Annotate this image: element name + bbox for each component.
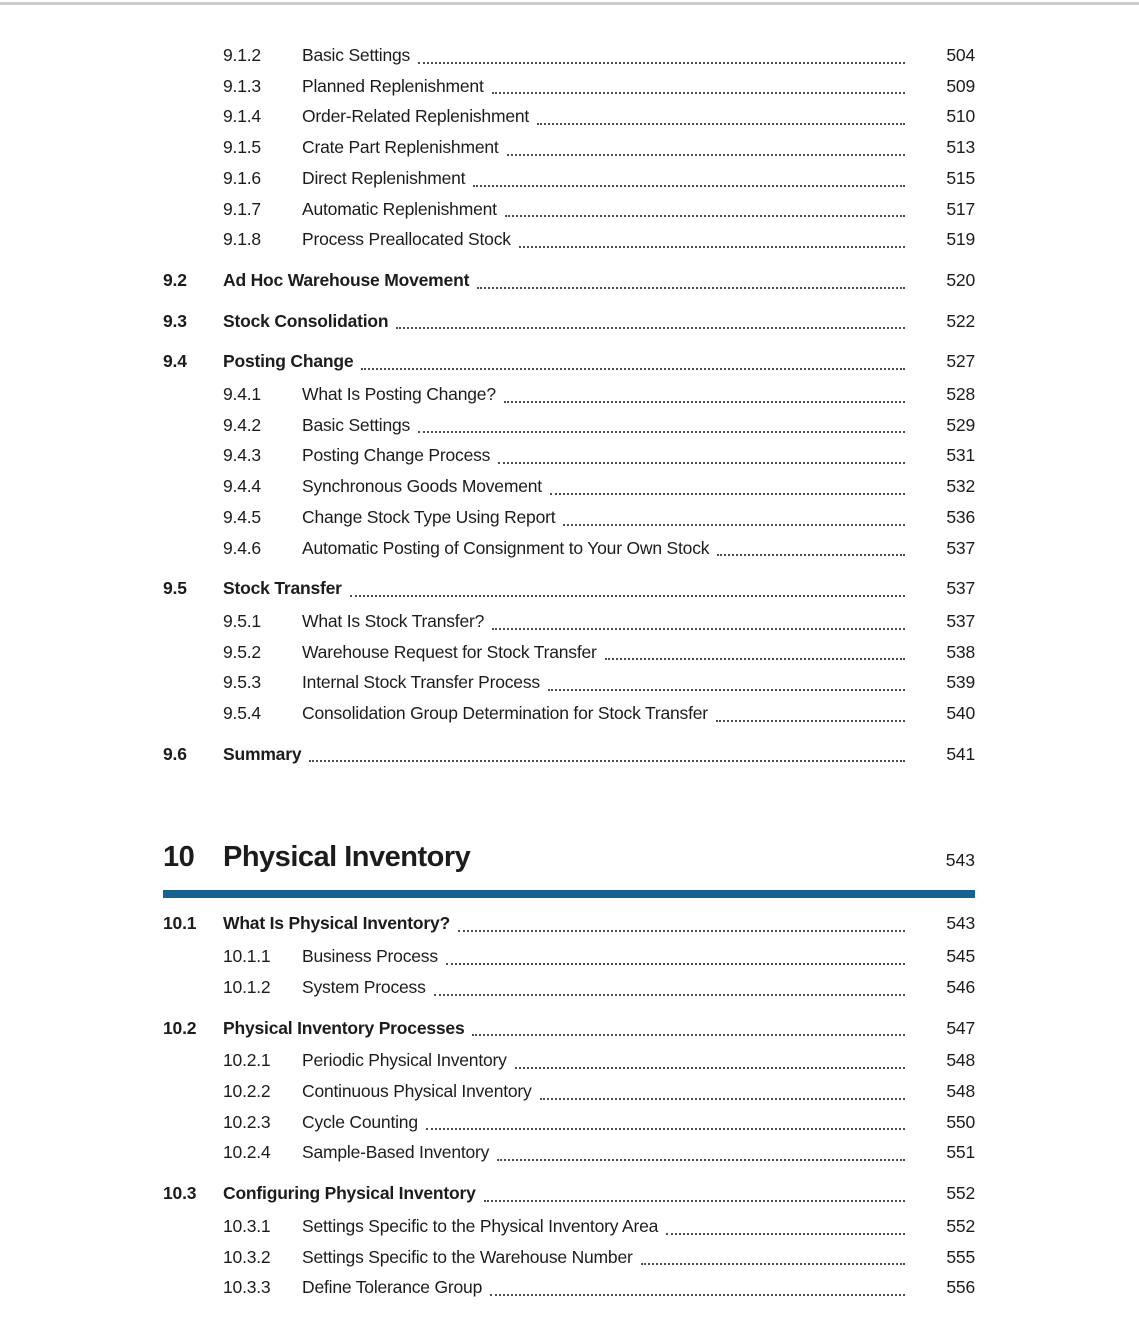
toc-entry-title: Posting Change Process — [302, 445, 491, 466]
toc-entry-title: What Is Physical Inventory? — [223, 913, 451, 934]
toc-entry-title: Summary — [223, 743, 302, 764]
chapter-heading — [163, 837, 975, 880]
dot-leader — [458, 930, 905, 932]
toc-entry — [163, 1137, 975, 1168]
toc-entry-number: 10.2.2 — [223, 1080, 271, 1101]
dot-leader — [446, 963, 905, 965]
toc-entry-page: 513 — [946, 137, 975, 158]
toc-entry-number: 10.2 — [163, 1017, 197, 1038]
toc-entry-number: 9.2 — [163, 269, 187, 290]
toc-entry-title: Automatic Posting of Consignment to Your Own Stock — [302, 537, 710, 558]
toc-entry — [163, 224, 975, 255]
dot-leader — [484, 1200, 905, 1202]
toc-entry-page: 537 — [946, 610, 975, 631]
toc-entry-page: 546 — [946, 976, 975, 997]
toc-entry-number: 10.1 — [163, 913, 197, 934]
toc-entry-title: Physical Inventory Processes — [223, 1017, 465, 1038]
dot-leader — [641, 1263, 905, 1265]
toc-entry-page: 528 — [946, 384, 975, 405]
toc-entry — [163, 1211, 975, 1242]
toc-entry-number: 9.4.5 — [223, 506, 261, 527]
toc-page — [163, 0, 975, 1303]
dot-leader — [504, 401, 905, 403]
dot-leader — [605, 658, 905, 660]
dot-leader — [519, 246, 905, 248]
toc-entry-title: Settings Specific to the Warehouse Number — [302, 1246, 633, 1267]
toc-entry — [163, 1178, 975, 1209]
toc-entry — [163, 533, 975, 564]
toc-entry — [163, 265, 975, 296]
toc-entry-number: 9.4.3 — [223, 445, 261, 466]
toc-entry — [163, 941, 975, 972]
toc-entry-page: 550 — [946, 1111, 975, 1132]
toc-entry-number: 9.4.2 — [223, 414, 261, 435]
toc-entry — [163, 1107, 975, 1138]
toc-entry-page: 532 — [946, 476, 975, 497]
dot-leader — [396, 327, 905, 329]
toc-entry — [163, 972, 975, 1003]
toc-entry-number: 9.1.2 — [223, 45, 261, 65]
dot-leader — [515, 1067, 905, 1069]
dot-leader — [550, 493, 905, 495]
toc-entry-page: 548 — [946, 1080, 975, 1101]
toc-entry-number: 10.3.1 — [223, 1215, 271, 1236]
toc-entry-number: 9.5.4 — [223, 703, 261, 724]
toc-entry-title: Settings Specific to the Physical Inventory Area — [302, 1215, 659, 1236]
toc-entry — [163, 163, 975, 194]
toc-entry-title: Process Preallocated Stock — [302, 229, 511, 250]
toc-entry — [163, 379, 975, 410]
toc-entry-page: 540 — [946, 703, 975, 724]
toc-entry-title: Posting Change — [223, 351, 354, 372]
toc-entry — [163, 606, 975, 637]
toc-entry-number: 10.2.4 — [223, 1142, 271, 1163]
toc-entry-title: Stock Consolidation — [223, 310, 389, 331]
toc-entry-page: 510 — [946, 106, 975, 127]
toc-entry-number: 9.5.3 — [223, 672, 261, 693]
toc-entry — [163, 908, 975, 939]
toc-entry — [163, 502, 975, 533]
toc-entry — [163, 739, 975, 770]
chapter-page: 543 — [945, 850, 975, 871]
toc-entry-number: 9.1.7 — [223, 198, 261, 219]
toc-entry-page: 509 — [946, 75, 975, 96]
chapter-title: Physical Inventory — [223, 841, 471, 874]
dot-leader — [492, 92, 905, 94]
toc-entry-number: 9.6 — [163, 743, 187, 764]
toc-entry — [163, 194, 975, 225]
toc-entry-page: 522 — [946, 310, 975, 331]
toc-entry-number: 9.4.4 — [223, 476, 261, 497]
toc-entry-page: 536 — [946, 506, 975, 527]
dot-leader — [426, 1128, 905, 1130]
dot-leader — [418, 431, 905, 433]
chapter-rule — [163, 890, 975, 898]
toc-list-chapter-10 — [163, 908, 975, 1302]
toc-entry-page: 527 — [946, 351, 975, 372]
toc-entry — [163, 132, 975, 163]
toc-entry-number: 10.3 — [163, 1183, 197, 1204]
dot-leader — [548, 689, 905, 691]
dot-leader — [434, 994, 905, 996]
dot-leader — [563, 524, 905, 526]
toc-entry-number: 9.1.4 — [223, 106, 261, 127]
toc-entry-title: Periodic Physical Inventory — [302, 1050, 507, 1071]
toc-entry-title: Consolidation Group Determination for Stock Transfer — [302, 703, 708, 724]
dot-leader — [309, 760, 905, 762]
toc-entry-page: 551 — [946, 1142, 975, 1163]
toc-entry-title: Sample-Based Inventory — [302, 1142, 490, 1163]
toc-entry — [163, 440, 975, 471]
dot-leader — [361, 368, 905, 370]
dot-leader — [497, 1159, 905, 1161]
toc-entry-number: 9.3 — [163, 310, 187, 331]
toc-entry-title: Planned Replenishment — [302, 75, 484, 96]
toc-entry — [163, 471, 975, 502]
dot-leader — [473, 185, 905, 187]
toc-entry — [163, 101, 975, 132]
toc-entry-page: 538 — [946, 641, 975, 662]
toc-entry-title: Warehouse Request for Stock Transfer — [302, 641, 597, 662]
toc-entry-page: 543 — [946, 913, 975, 934]
dot-leader — [717, 554, 905, 556]
toc-entry — [163, 667, 975, 698]
toc-entry — [163, 346, 975, 377]
toc-entry-number: 10.1.1 — [223, 946, 271, 967]
toc-entry-title: Business Process — [302, 946, 438, 967]
toc-entry-title: Define Tolerance Group — [302, 1277, 483, 1298]
toc-entry-number: 10.2.1 — [223, 1050, 271, 1071]
toc-entry-title: Configuring Physical Inventory — [223, 1183, 476, 1204]
toc-entry-title: What Is Posting Change? — [302, 384, 496, 405]
toc-entry — [163, 306, 975, 337]
toc-entry-page: 556 — [946, 1277, 975, 1298]
toc-entry-number: 9.1.3 — [223, 75, 261, 96]
dot-leader — [498, 462, 905, 464]
toc-entry-title: System Process — [302, 976, 426, 997]
dot-leader — [537, 123, 905, 125]
toc-entry-title: Change Stock Type Using Report — [302, 506, 556, 527]
toc-entry — [163, 410, 975, 441]
toc-entry-page: 529 — [946, 414, 975, 435]
toc-entry-page: 520 — [946, 269, 975, 290]
toc-entry-title: Crate Part Replenishment — [302, 137, 499, 158]
toc-entry-number: 9.4.6 — [223, 537, 261, 558]
dot-leader — [507, 154, 905, 156]
toc-entry-page: 541 — [946, 743, 975, 764]
chapter-10-heading-block — [163, 837, 975, 898]
toc-entry-title: Basic Settings — [302, 414, 411, 435]
toc-entry-number: 9.1.8 — [223, 229, 261, 250]
dot-leader — [418, 62, 905, 64]
toc-entry-page: 504 — [946, 45, 975, 65]
toc-list-chapter-9 — [163, 40, 975, 769]
dot-leader — [505, 215, 905, 217]
toc-entry-number: 9.1.6 — [223, 167, 261, 188]
toc-entry-page: 548 — [946, 1050, 975, 1071]
toc-entry-page: 515 — [946, 167, 975, 188]
toc-entry-page: 555 — [946, 1246, 975, 1267]
toc-entry-page: 537 — [946, 578, 975, 599]
toc-entry-page: 537 — [946, 537, 975, 558]
toc-entry-page: 545 — [946, 946, 975, 967]
chapter-number: 10 — [163, 841, 195, 874]
toc-entry-number: 10.3.2 — [223, 1246, 271, 1267]
dot-leader — [540, 1098, 905, 1100]
toc-entry-number: 9.5.2 — [223, 641, 261, 662]
toc-entry — [163, 1045, 975, 1076]
toc-entry-title: Automatic Replenishment — [302, 198, 497, 219]
toc-entry-number: 9.5.1 — [223, 610, 261, 631]
toc-entry — [163, 1242, 975, 1273]
toc-entry — [163, 637, 975, 668]
toc-entry-title: Synchronous Goods Movement — [302, 476, 542, 497]
toc-entry — [163, 1013, 975, 1044]
toc-entry — [163, 1076, 975, 1107]
toc-entry-title: What Is Stock Transfer? — [302, 610, 485, 631]
dot-leader — [716, 720, 905, 722]
toc-entry-title: Direct Replenishment — [302, 167, 466, 188]
dot-leader — [477, 287, 905, 289]
toc-entry-number: 10.1.2 — [223, 976, 271, 997]
toc-entry — [163, 40, 975, 71]
toc-entry-page: 552 — [946, 1183, 975, 1204]
toc-entry-page: 552 — [946, 1215, 975, 1236]
toc-entry-title: Basic Settings — [302, 45, 411, 65]
toc-entry-title: Ad Hoc Warehouse Movement — [223, 269, 470, 290]
toc-entry-title: Order-Related Replenishment — [302, 106, 530, 127]
dot-leader — [472, 1034, 905, 1036]
dot-leader — [350, 595, 905, 597]
toc-entry-page: 547 — [946, 1017, 975, 1038]
toc-entry-number: 9.1.5 — [223, 137, 261, 158]
toc-entry-number: 9.4.1 — [223, 384, 261, 405]
toc-entry — [163, 71, 975, 102]
dot-leader — [666, 1233, 905, 1235]
toc-entry-page: 539 — [946, 672, 975, 693]
toc-entry-title: Internal Stock Transfer Process — [302, 672, 540, 693]
toc-entry — [163, 698, 975, 729]
toc-entry — [163, 1272, 975, 1303]
toc-entry-title: Continuous Physical Inventory — [302, 1080, 532, 1101]
toc-entry-title: Stock Transfer — [223, 578, 342, 599]
toc-entry-number: 9.4 — [163, 351, 187, 372]
dot-leader — [492, 628, 905, 630]
toc-entry-number: 10.3.3 — [223, 1277, 271, 1298]
toc-entry-title: Cycle Counting — [302, 1111, 418, 1132]
toc-entry-page: 519 — [946, 229, 975, 250]
toc-entry-number: 10.2.3 — [223, 1111, 271, 1132]
dot-leader — [490, 1294, 905, 1296]
toc-entry-page: 517 — [946, 198, 975, 219]
toc-entry-number: 9.5 — [163, 578, 187, 599]
toc-entry — [163, 573, 975, 604]
toc-entry-page: 531 — [946, 445, 975, 466]
